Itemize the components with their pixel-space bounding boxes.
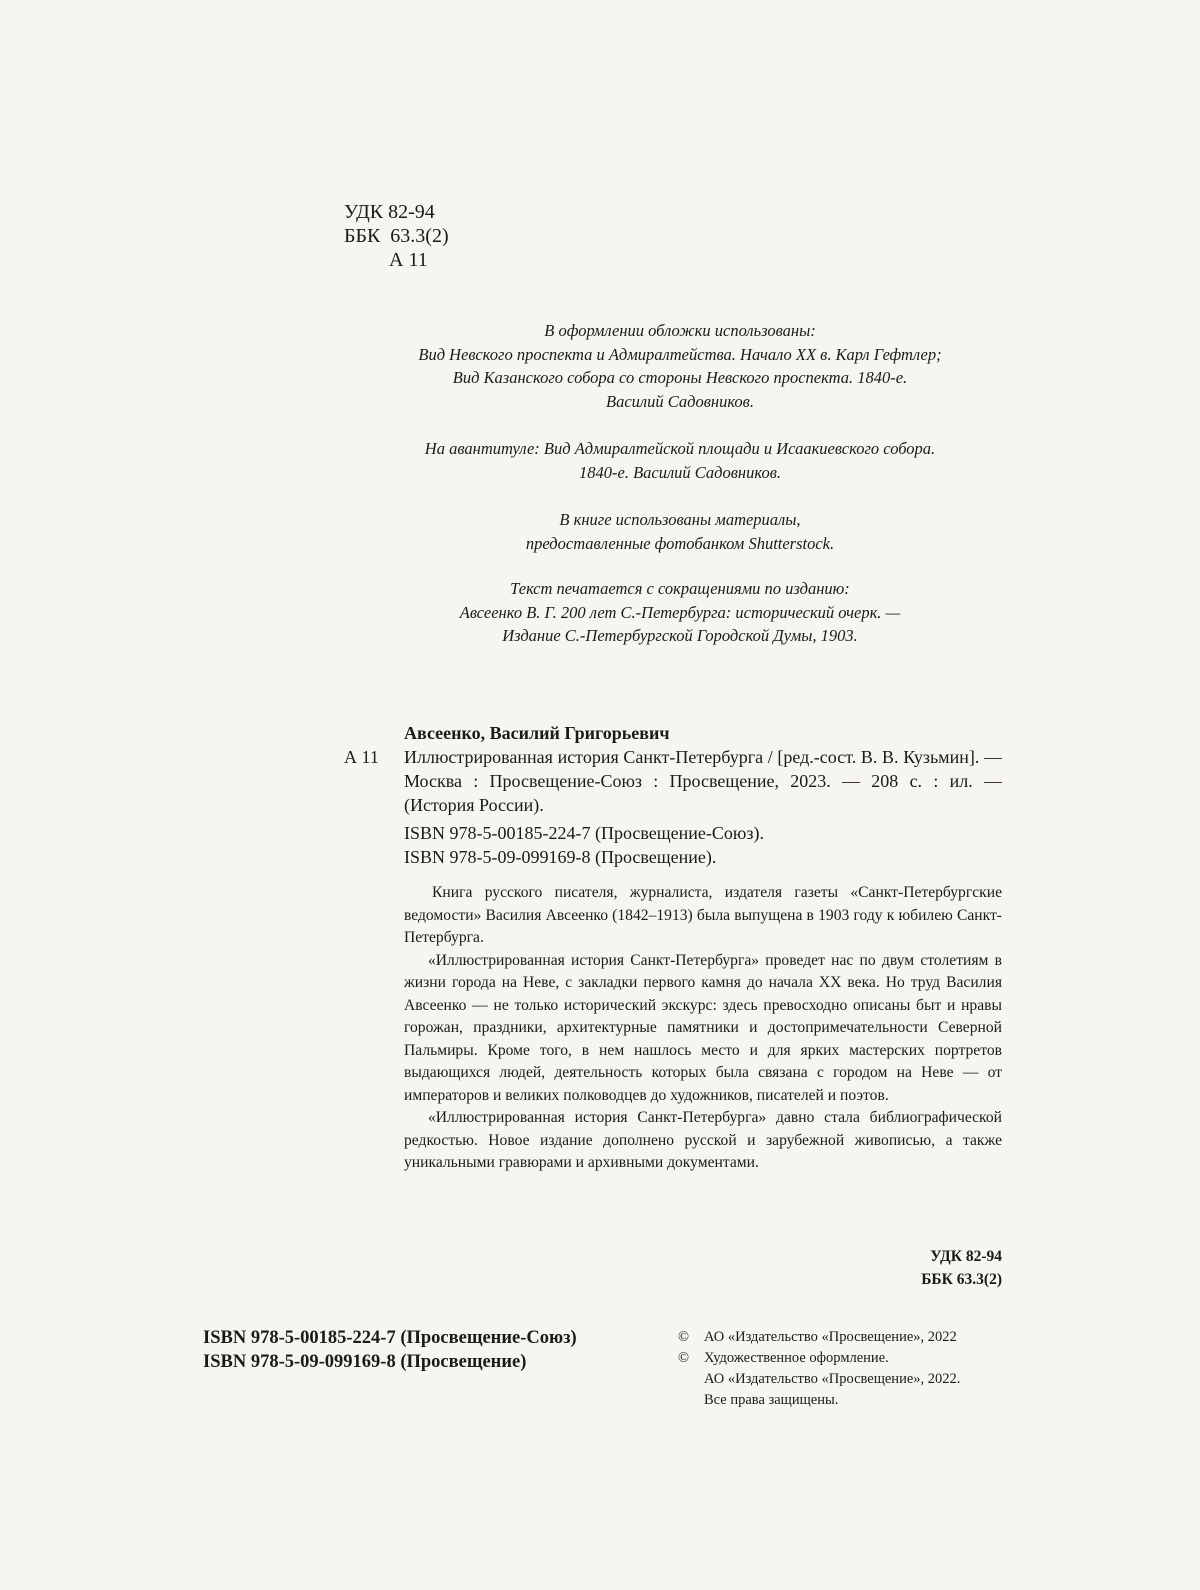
- copyright-icon: ©: [678, 1329, 690, 1345]
- annotation-paragraph: «Иллюстрированная история Санкт-Петербурга» давно стала библиографической редкостью. Новое издание дополнено русской и зарубежной живописью, а также уникальными гравюрами и архивными документами.: [404, 1109, 1002, 1171]
- cover-credit-line: Вид Казанского собора со стороны Невского проспекта. 1840-е.: [452, 368, 908, 387]
- source-credit-line: Авсеенко В. Г. 200 лет С.-Петербурга: исторический очерк. —: [459, 602, 901, 622]
- bibliographic-author: Авсеенко, Василий Григорьевич: [404, 723, 670, 743]
- copyright-line: АО «Издательство «Просвещение», 2022: [704, 1329, 957, 1345]
- annotation: [404, 882, 1002, 1175]
- udk-code: УДК 82-94: [344, 201, 435, 223]
- copyright-block: [678, 1327, 960, 1411]
- half-title-credits: [340, 437, 1020, 484]
- annotation-paragraph: Книга русского писателя, журналиста, издателя газеты «Санкт-Петербургские ведомости» Василия Авсеенко (1842–1913) была выпущена в 1903 году к юбилею Санкт-Петербурга.: [404, 884, 1002, 946]
- isbn-line: ISBN 978-5-09-099169-8 (Просвещение).: [404, 847, 717, 867]
- author-mark: А 11: [389, 249, 428, 271]
- bibliographic-code: А 11: [344, 747, 379, 767]
- half-title-credit-line: На авантитуле: Вид Адмиралтейской площади и Исаакиевского собора.: [424, 439, 936, 458]
- half-title-credit-line: 1840-е. Василий Садовников.: [579, 462, 781, 482]
- bibliographic-isbn-list: [404, 821, 764, 869]
- cover-credits: [340, 319, 1020, 413]
- udk-code: УДК 82-94: [930, 1248, 1002, 1265]
- classification-codes: [344, 200, 449, 272]
- copyright-line: Художественное оформление.: [704, 1350, 889, 1366]
- source-credit-line: Издание С.-Петербургской Городской Думы, 1903.: [502, 626, 858, 645]
- materials-credits: [340, 508, 1020, 555]
- annotation-paragraph: «Иллюстрированная история Санкт-Петербурга» проведет нас по двум столетиям в жизни города на Неве, с закладки первого камня до начала XX века. Но труд Василия Авсеенко — не только исторический экскурс: здесь превосходно описаны быт и нравы горожан, праздники, архитектурные памятники и достопримечательности Северной Пальмиры. Кроме того, в нем нашлось место и для ярких мастерских портретов выдающихся людей, деятельность которых была связана с городом на Неве — от императоров и великих полководцев до художников, писателей и поэтов.: [404, 951, 1002, 1104]
- cover-credit-line: Вид Невского проспекта и Адмиралтейства. Начало XX в. Карл Гефтлер;: [418, 344, 942, 364]
- copyright-icon: ©: [678, 1350, 690, 1366]
- cover-credit-line: Василий Садовников.: [606, 391, 754, 411]
- isbn-line: ISBN 978-5-09-099169-8 (Просвещение): [203, 1352, 527, 1372]
- cover-credit-line: В оформлении обложки использованы:: [544, 321, 816, 340]
- isbn-line: ISBN 978-5-00185-224-7 (Просвещение-Союз): [203, 1328, 577, 1348]
- bibliographic-description: Иллюстрированная история Санкт-Петербурга / [ред.-сост. В. В. Кузьмин]. — Москва : Просвещение-Союз : Просвещение, 2023. — 208 с. : ил. — (История России).: [404, 747, 1002, 815]
- materials-credit-line: предоставленные фотобанком Shutterstock.: [525, 533, 835, 553]
- bbk-code: ББК 63.3(2): [344, 225, 449, 247]
- materials-credit-line: В книге использованы материалы,: [559, 510, 801, 529]
- isbn-block: [203, 1326, 577, 1374]
- isbn-line: ISBN 978-5-00185-224-7 (Просвещение-Союз).: [404, 823, 764, 843]
- source-credits: [340, 577, 1020, 648]
- annotation-classification-codes: [800, 1245, 1002, 1291]
- rights-reserved: Все права защищены.: [704, 1392, 839, 1408]
- bbk-code: ББК 63.3(2): [921, 1271, 1002, 1288]
- copyright-line: АО «Издательство «Просвещение», 2022.: [704, 1371, 961, 1387]
- source-credit-line: Текст печатается с сокращениями по изданию:: [510, 579, 850, 598]
